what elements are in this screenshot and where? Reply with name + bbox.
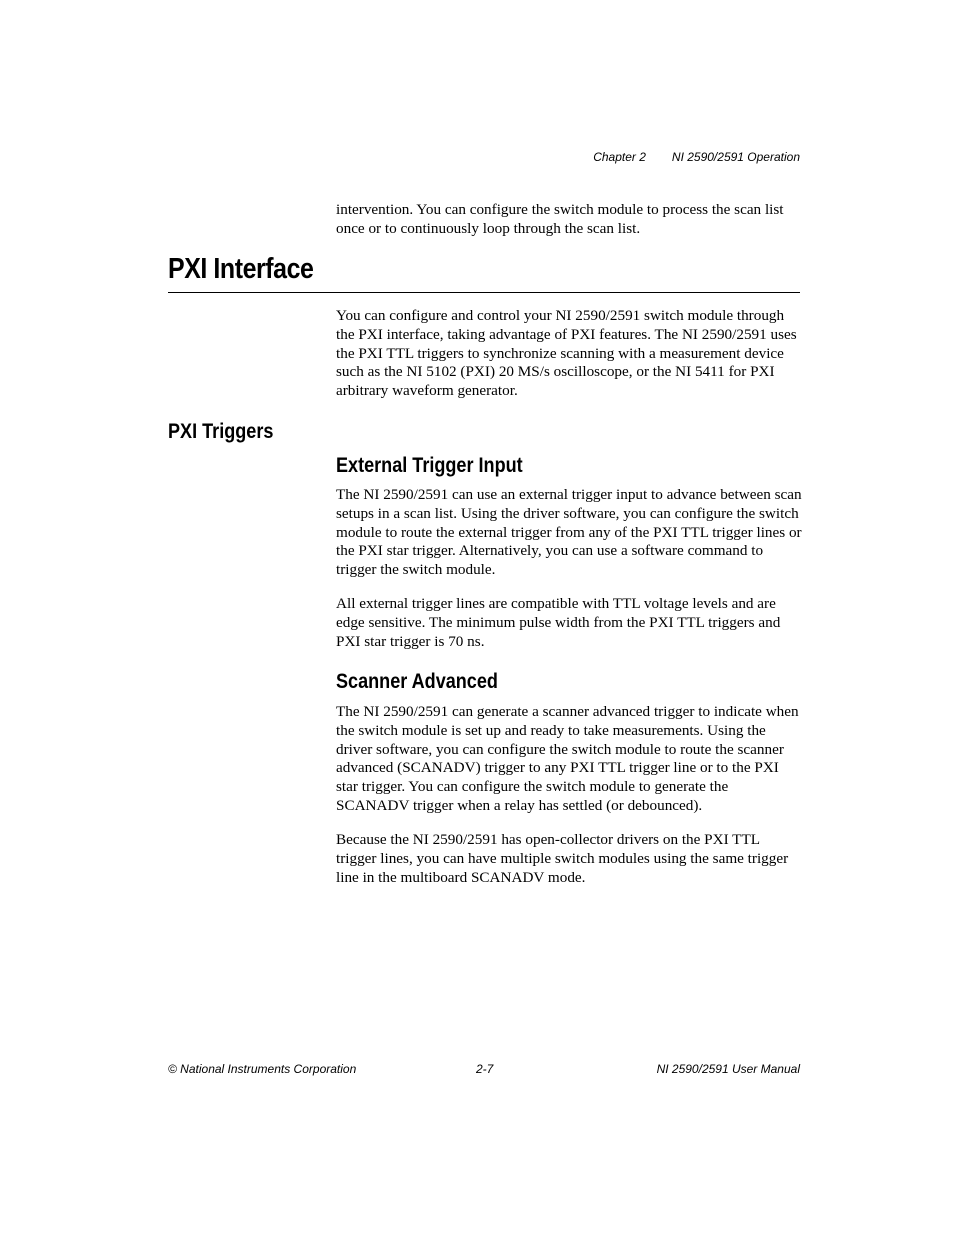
heading-scanner-advanced: Scanner Advanced	[336, 670, 498, 693]
heading-pxi-interface: PXI Interface	[168, 253, 314, 285]
footer-page-number: 2-7	[476, 1062, 494, 1076]
intro-paragraph: intervention. You can configure the switch module to process the scan list once or to continuously loop through the scan list.	[336, 201, 784, 237]
header-section: NI 2590/2591 Operation	[671, 150, 800, 164]
heading-external-trigger-input: External Trigger Input	[336, 454, 523, 477]
external-trigger-paragraph-1: The NI 2590/2591 can use an external trigger input to advance between scan setups in a scan list. Using the driver software, you can configure the switch module to route the external trigger from any of the PXI TTL trigger lines or the PXI star trigger. Alternatively, you can use a software command to trigger the switch module.	[336, 486, 802, 579]
running-header	[593, 150, 800, 164]
external-trigger-paragraph-2: All external trigger lines are compatible with TTL voltage levels and are edge sensitive. The minimum pulse width from the PXI TTL triggers and PXI star trigger is 70 ns.	[336, 595, 781, 650]
header-chapter: Chapter 2	[593, 150, 646, 164]
scanner-advanced-paragraph-2: Because the NI 2590/2591 has open-collector drivers on the PXI TTL trigger lines, you can have multiple switch modules using the same trigger line in the multiboard SCANADV mode.	[336, 831, 789, 886]
heading-pxi-triggers: PXI Triggers	[168, 420, 274, 443]
scanner-advanced-paragraph-1: The NI 2590/2591 can generate a scanner advanced trigger to indicate when the switch module is set up and ready to take measurements. Using the driver software, you can configure the switch module to route the scanner advanced (SCANADV) trigger to any PXI TTL trigger line or to the PXI star trigger. You can configure the switch module to generate the SCANADV trigger when a relay has settled (or debounced).	[336, 703, 799, 814]
footer-manual-title: NI 2590/2591 User Manual	[656, 1062, 800, 1076]
pxi-interface-paragraph: You can configure and control your NI 2590/2591 switch module through the PXI interface, taking advantage of PXI features. The NI 2590/2591 uses the PXI TTL triggers to synchronize scanning with a measurement device such as the NI 5102 (PXI) 20 MS/s oscilloscope, or the NI 5411 for PXI arbitrary waveform generator.	[336, 307, 797, 400]
heading-rule	[168, 292, 800, 293]
footer-copyright: © National Instruments Corporation	[168, 1062, 357, 1076]
